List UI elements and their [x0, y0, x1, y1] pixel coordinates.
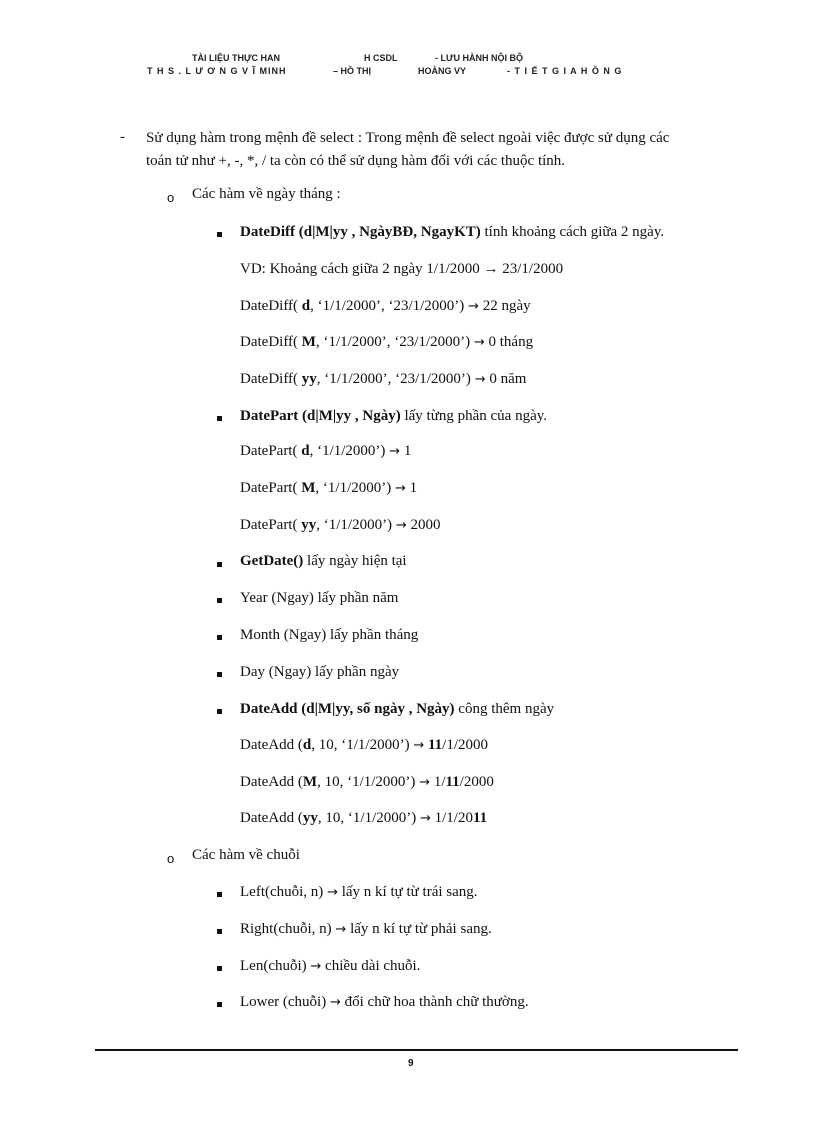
header-author-2b: HOÀNG VY: [418, 66, 467, 76]
square-bullet: [217, 672, 222, 677]
square-bullet: [217, 562, 222, 567]
right-arrow-icon: →: [335, 922, 347, 937]
square-bullet: [217, 598, 222, 603]
right-arrow-icon: →: [329, 995, 341, 1010]
dash-bullet: -: [120, 129, 125, 145]
right-arrow-icon: →: [468, 299, 479, 314]
header-author-2a: – HỒ THỊ: [333, 66, 372, 76]
dateadd-signature: DateAdd (d|M|yy, số ngày , Ngày) công thêm ngày: [240, 701, 555, 717]
circle-bullet: o: [167, 851, 175, 866]
datepart-signature: DatePart (d|M|yy , Ngày) lấy từng phần của ngày.: [240, 408, 548, 424]
right-arrow-icon: →: [395, 518, 407, 533]
datepart-example-day: DatePart( d, ‘1/1/2000’) → 1: [240, 443, 412, 459]
right-arrow-icon: →: [327, 885, 338, 900]
square-bullet: [217, 709, 222, 714]
dateadd-example-day: DateAdd (d, 10, ‘1/1/2000’) → 11/1/2000: [240, 737, 489, 753]
year-item: Year (Ngay) lấy phần năm: [240, 590, 399, 606]
datepart-example-year: DatePart( yy, ‘1/1/2000’) → 2000: [240, 517, 441, 533]
right-arrow-icon: →: [394, 481, 406, 496]
page-number: 9: [408, 1058, 414, 1069]
square-bullet: [217, 416, 222, 421]
lower-item: Lower (chuỗi) → đổi chữ hoa thành chữ thường.: [240, 994, 529, 1010]
month-item: Month (Ngay) lấy phần tháng: [240, 627, 419, 643]
intro-line-1: Sử dụng hàm trong mệnh đề select : Trong mệnh đề select ngoài việc được sử dụng các: [146, 130, 670, 146]
dateadd-example-month: DateAdd (M, 10, ‘1/1/2000’) → 1/11/2000: [240, 774, 494, 790]
right-arrow-icon: →: [474, 372, 486, 387]
header-title-part3: - LƯU HÀNH NỘI BỘ: [435, 53, 523, 63]
datediff-example-year: DateDiff( yy, ‘1/1/2000’, ‘23/1/2000’) → 0 năm: [240, 371, 527, 387]
header-title-part1: TÀI LIỆU THỰC HAN: [192, 53, 280, 63]
right-item: Right(chuỗi, n) → lấy n kí tự từ phải sang.: [240, 921, 492, 937]
circle-bullet: o: [167, 190, 175, 205]
datediff-example-intro: VD: Khoảng cách giữa 2 ngày 1/1/2000 → 23/1/2000: [240, 261, 564, 277]
square-bullet: [217, 1002, 222, 1007]
square-bullet: [217, 929, 222, 934]
header-title-part2: H CSDL: [364, 53, 398, 63]
header-author-1: T H S . L Ư Ơ N G V Ĩ MINH: [147, 66, 287, 76]
day-item: Day (Ngay) lấy phần ngày: [240, 664, 400, 680]
square-bullet: [217, 892, 222, 897]
dateadd-example-year: DateAdd (yy, 10, ‘1/1/2000’) → 1/1/2011: [240, 810, 488, 826]
datediff-example-day: DateDiff( d, ‘1/1/2000’, ‘23/1/2000’) → 22 ngày: [240, 298, 531, 314]
intro-line-2: toán tử như +, -, *, / ta còn có thể sử dụng hàm đối với các thuộc tính.: [146, 153, 566, 169]
left-item: Left(chuỗi, n) → lấy n kí tự từ trái sang.: [240, 884, 478, 900]
getdate-item: GetDate() lấy ngày hiện tại: [240, 553, 407, 569]
footer-rule: [95, 1049, 738, 1051]
datepart-example-month: DatePart( M, ‘1/1/2000’) → 1: [240, 480, 418, 496]
right-arrow-icon: →: [310, 959, 322, 974]
date-section-title: Các hàm về ngày tháng :: [192, 186, 341, 202]
square-bullet: [217, 232, 222, 237]
right-arrow-icon: →: [419, 775, 431, 790]
datediff-signature: DateDiff (d|M|yy , NgàyBĐ, NgayKT) tính khoảng cách giữa 2 ngày.: [240, 224, 665, 240]
square-bullet: [217, 635, 222, 640]
datediff-example-month: DateDiff( M, ‘1/1/2000’, ‘23/1/2000’) → 0 tháng: [240, 334, 534, 350]
right-arrow-icon: →: [473, 335, 485, 350]
header-author-3: - T I Ế T G I A H Ồ N G: [507, 66, 623, 76]
right-arrow-icon: →: [413, 738, 425, 753]
square-bullet: [217, 966, 222, 971]
len-item: Len(chuỗi) → chiều dài chuỗi.: [240, 958, 421, 974]
right-arrow-icon: →: [419, 811, 431, 826]
string-section-title: Các hàm về chuỗi: [192, 847, 300, 863]
right-arrow-icon: →: [389, 444, 401, 459]
